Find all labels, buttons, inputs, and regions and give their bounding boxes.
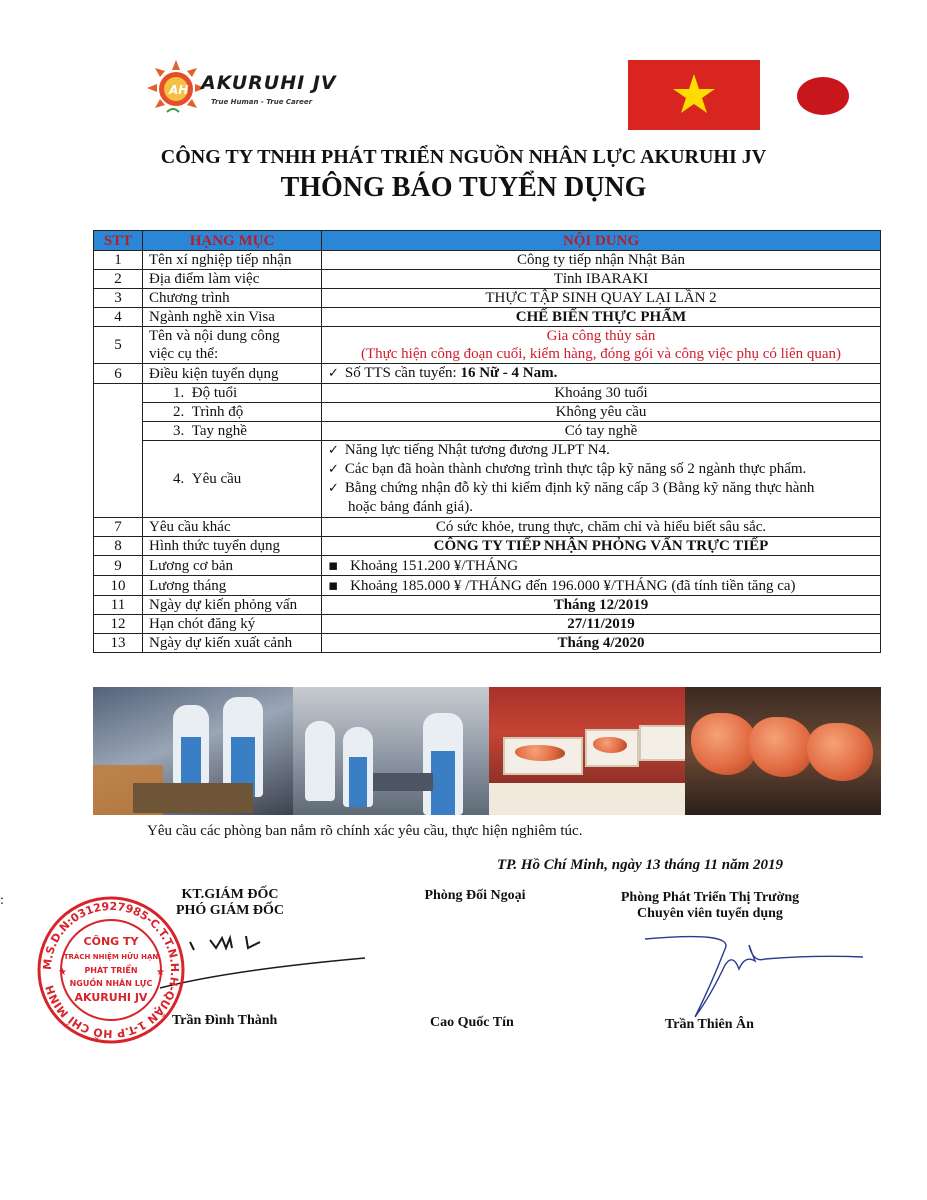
- row-item: Lương tháng: [143, 576, 322, 596]
- table-row: [94, 270, 881, 289]
- sub-item: [143, 384, 322, 403]
- row-number: 2: [94, 270, 143, 289]
- logo-text: AKURUHI JV: [201, 72, 337, 94]
- factory-photo-2: [293, 687, 489, 815]
- sub-number: 3.: [173, 423, 185, 439]
- row-item: Hạn chót đăng ký: [143, 615, 322, 634]
- signatory-name: Cao Quốc Tín: [430, 1015, 514, 1030]
- sub-number: 2.: [173, 404, 185, 420]
- row-number: 5: [94, 327, 143, 364]
- seal-star-icon: ★: [156, 967, 165, 978]
- list-item: [328, 460, 874, 479]
- signatory-name: Trần Thiên Ân: [665, 1017, 754, 1032]
- row-item: Ngành nghề xin Visa: [143, 308, 322, 327]
- table-row: [94, 289, 881, 308]
- row-item: Địa điểm làm việc: [143, 270, 322, 289]
- signatory-external-affairs: [395, 888, 555, 904]
- row-item-line: việc cụ thể:: [149, 346, 219, 362]
- check-icon: [328, 365, 345, 381]
- table-row: [94, 556, 881, 576]
- row-content: [322, 556, 881, 576]
- sub-number: 4.: [173, 471, 185, 487]
- table-row: [94, 518, 881, 537]
- table-row: [94, 596, 881, 615]
- quota-value: 16 Nữ - 4 Nam.: [460, 365, 558, 381]
- row-number: 3: [94, 289, 143, 308]
- date-line: TP. Hồ Chí Minh, ngày 13 tháng 11 năm 2019: [497, 857, 784, 873]
- requirement-continuation: hoặc bảng đánh giá).: [348, 499, 473, 515]
- row-number: 9: [94, 556, 143, 576]
- signatory-title: Chuyên viên tuyển dụng: [637, 906, 783, 921]
- row-content: 27/11/2019: [322, 615, 881, 634]
- table-row: [94, 403, 881, 422]
- table-row: [94, 576, 881, 596]
- row-number: 7: [94, 518, 143, 537]
- check-icon: [328, 442, 345, 458]
- sub-item: [143, 403, 322, 422]
- quota-label: Số TTS cần tuyển:: [344, 365, 457, 381]
- row-number: 6: [94, 364, 143, 384]
- grilled-salmon-photo: [685, 687, 881, 815]
- signatory-title: KT.GIÁM ĐỐC: [181, 887, 279, 902]
- photo-strip: [93, 687, 881, 815]
- row-content: Công ty tiếp nhận Nhật Bản: [322, 251, 881, 270]
- salary-text: Khoảng 151.200 ¥/THÁNG: [350, 558, 519, 574]
- row-item: Yêu cầu khác: [143, 518, 322, 537]
- header-stt: STT: [94, 231, 143, 251]
- sub-label: Yêu cầu: [191, 471, 242, 487]
- row-item: [143, 327, 322, 364]
- row-number: 4: [94, 308, 143, 327]
- signatory-title: Phòng Phát Triển Thị Trường: [620, 890, 800, 905]
- table-row: [94, 251, 881, 270]
- signatory-market-development: [600, 890, 820, 922]
- signature-3: [625, 925, 865, 1025]
- bullet-icon: [328, 578, 350, 594]
- requirement-text: Bằng chứng nhận đỗ kỳ thi kiểm định kỹ năng cấp 3 (Bằng kỹ năng thực hành: [344, 480, 815, 496]
- table-row: [94, 364, 881, 384]
- sub-label: Trình độ: [191, 404, 244, 420]
- sub-label: Tay nghề: [191, 423, 247, 439]
- logo-sun-icon: [145, 58, 207, 118]
- sub-item: [143, 422, 322, 441]
- row-content: [322, 364, 881, 384]
- seal-text: NGUỒN NHÂN LỰC: [69, 979, 153, 988]
- list-item: [328, 441, 874, 460]
- page-title: THÔNG BÁO TUYỂN DỤNG: [280, 172, 647, 203]
- row-content: Tháng 4/2020: [322, 634, 881, 653]
- requirement-text: Năng lực tiếng Nhật tương đương JLPT N4.: [344, 442, 610, 458]
- salary-text: Khoảng 185.000 ¥ /THÁNG đến 196.000 ¥/THÁNG (đã tính tiền tăng ca): [350, 578, 796, 594]
- table-row: [94, 422, 881, 441]
- row-item: Chương trình: [143, 289, 322, 308]
- table-row: [94, 441, 881, 518]
- seal-text: AKURUHI JV: [74, 991, 148, 1004]
- row-item: Điều kiện tuyển dụng: [143, 364, 322, 384]
- table-header-row: [94, 231, 881, 251]
- sub-label: Độ tuổi: [191, 385, 238, 401]
- row-content: Tỉnh IBARAKI: [322, 270, 881, 289]
- requirements-list: [322, 441, 881, 518]
- table-row: [94, 537, 881, 556]
- logo-mark-text: AH: [169, 83, 189, 97]
- table-row: [94, 634, 881, 653]
- bullet-icon: [328, 558, 350, 574]
- seal-star-icon: ★: [58, 967, 67, 978]
- job-description: (Thực hiện công đoạn cuối, kiểm hàng, đóng gói và công việc phụ có liên quan): [360, 346, 842, 362]
- row-content: CHẾ BIẾN THỰC PHẨM: [322, 308, 881, 327]
- japan-flag-icon: [796, 76, 850, 116]
- row-content: THỰC TẬP SINH QUAY LẠI LẦN 2: [322, 289, 881, 308]
- row-number: 13: [94, 634, 143, 653]
- row-content: Có sức khỏe, trung thực, chăm chỉ và hiểu biết sâu sắc.: [322, 518, 881, 537]
- seal-text: PHÁT TRIỂN: [84, 966, 138, 975]
- seal-ring-text: M.S.D.N:0312927985-C.T.T.N.H.H-QUẬN 1-T.P HỒ CHÍ MINH: [40, 899, 182, 1041]
- row-number: 11: [94, 596, 143, 615]
- row-number: 1: [94, 251, 143, 270]
- row-number: 12: [94, 615, 143, 634]
- row-item: Ngày dự kiến phỏng vấn: [143, 596, 322, 615]
- factory-photo-1: [93, 687, 293, 815]
- list-item: [328, 479, 874, 498]
- signatory-title: PHÓ GIÁM ĐỐC: [175, 903, 285, 918]
- row-content: Có tay nghề: [322, 422, 881, 441]
- row-content: Không yêu cầu: [322, 403, 881, 422]
- requirement-text: Các bạn đã hoàn thành chương trình thực tập kỹ năng số 2 ngành thực phẩm.: [344, 461, 807, 477]
- company-seal: [36, 895, 186, 1045]
- signatory-name: Trần Đình Thành: [172, 1013, 278, 1028]
- row-item: Tên xí nghiệp tiếp nhận: [143, 251, 322, 270]
- header-content: NỘI DUNG: [322, 231, 881, 251]
- row-item: Ngày dự kiến xuất cảnh: [143, 634, 322, 653]
- row-item-line: Tên và nội dung công: [149, 328, 280, 344]
- row-content: Khoảng 30 tuổi: [322, 384, 881, 403]
- seal-text: CÔNG TY: [83, 935, 139, 948]
- table-row: [94, 308, 881, 327]
- instruction-note: Yêu cầu các phòng ban nắm rõ chính xác yêu cầu, thực hiện nghiêm túc.: [147, 823, 583, 839]
- row-item: Lương cơ bản: [143, 556, 322, 576]
- signatory-title: Phòng Đối Ngoại: [424, 888, 526, 903]
- check-icon: [328, 461, 345, 477]
- row-content: [322, 576, 881, 596]
- vietnam-flag-icon: [628, 60, 760, 130]
- row-content: CÔNG TY TIẾP NHẬN PHỎNG VẤN TRỰC TIẾP: [322, 537, 881, 556]
- row-number: 8: [94, 537, 143, 556]
- sub-item: [143, 441, 322, 518]
- row-content: Tháng 12/2019: [322, 596, 881, 615]
- row-content: [322, 327, 881, 364]
- logo-tagline: True Human - True Career: [211, 98, 313, 106]
- row-number: 10: [94, 576, 143, 596]
- header-item: HẠNG MỤC: [143, 231, 322, 251]
- company-logo: [145, 58, 345, 118]
- table-row: [94, 615, 881, 634]
- company-name: CÔNG TY TNHH PHÁT TRIỂN NGUỒN NHÂN LỰC AKURUHI JV: [160, 146, 767, 168]
- table-row: [94, 327, 881, 364]
- recruitment-table: [93, 230, 881, 653]
- job-title: Gia công thủy sản: [546, 328, 656, 344]
- sub-number: 1.: [173, 385, 185, 401]
- packaged-seafood-photo: [489, 687, 685, 815]
- row-item: Hình thức tuyển dụng: [143, 537, 322, 556]
- table-row: [94, 384, 881, 403]
- seal-text: TRÁCH NHIỆM HỮU HẠN: [63, 953, 159, 961]
- margin-mark: :: [0, 893, 4, 908]
- check-icon: [328, 480, 345, 496]
